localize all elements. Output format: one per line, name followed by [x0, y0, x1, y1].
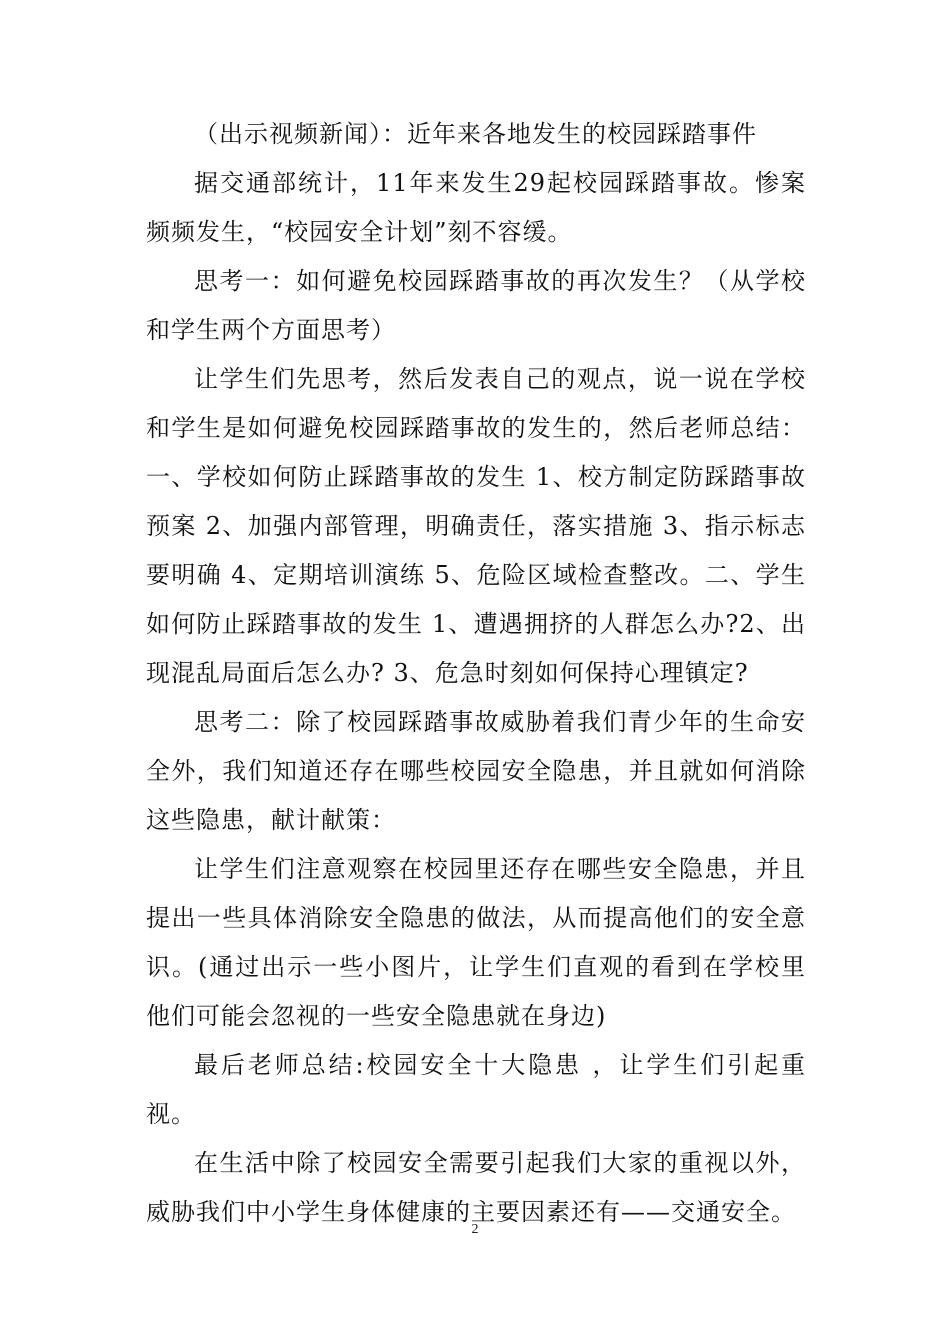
- document-body: [146, 110, 806, 1237]
- paragraph-traffic-safety: 在生活中除了校园安全需要引起我们大家的重视以外，威胁我们中小学生身体健康的主要因素还有——交通安全。: [146, 1149, 806, 1226]
- paragraph-video-news: （出示视频新闻）：近年来各地发生的校园踩踏事件: [194, 120, 757, 148]
- paragraph-statistics: 据交通部统计，11年来发生29起校园踩踏事故。惨案频频发生，“校园安全计划”刻不容缓。: [146, 169, 806, 246]
- page-number: 2: [471, 1222, 479, 1237]
- paragraph-final-summary: 最后老师总结:校园安全十大隐患 ，让学生们引起重视。: [146, 1051, 806, 1128]
- paragraph-observe-hazards: 让学生们注意观察在校园里还存在哪些安全隐患，并且提出一些具体消除安全隐患的做法，从而提高他们的安全意识。(通过出示一些小图片，让学生们直观的看到在学校里他们可能会忽视的一些安全隐患就在身边): [146, 855, 806, 1030]
- paragraph-question-two: 思考二：除了校园踩踏事故威胁着我们青少年的生命安全外，我们知道还存在哪些校园安全隐患，并且就如何消除这些隐患，献计献策：: [146, 708, 806, 834]
- paragraph-teacher-summary: 让学生们先思考，然后发表自己的观点，说一说在学校和学生是如何避免校园踩踏事故的发生的，然后老师总结：一、学校如何防止踩踏事故的发生 1、校方制定防踩踏事故预案 2、加强内部管理，明确责任，落实措施 3、指示标志要明确 4、定期培训演练 5、危险区域检查整改。二、学生如何防止踩踏事故的发生 1、遭遇拥挤的人群怎么办?2、出现混乱局面后怎么办? 3、危急时刻如何保持心理镇定?: [146, 365, 806, 687]
- paragraph-question-one: 思考一：如何避免校园踩踏事故的再次发生？（从学校和学生两个方面思考）: [146, 267, 806, 344]
